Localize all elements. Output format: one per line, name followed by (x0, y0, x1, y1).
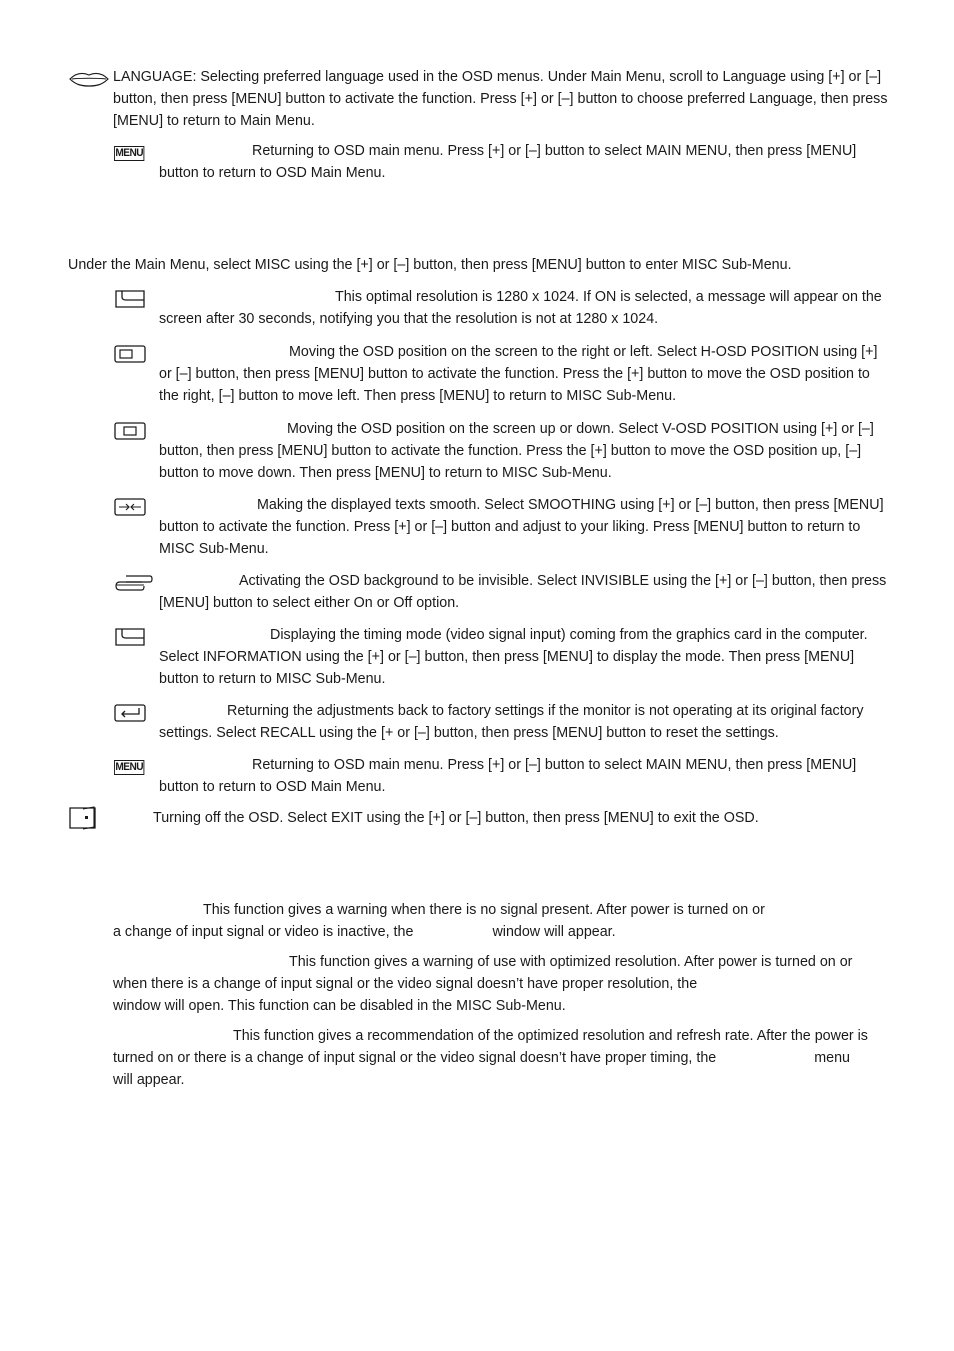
main-menu-item (159, 754, 889, 798)
exit-item: Turning off the OSD. Select EXIT using the [+] or [–] button, then press [MENU] to exit the OSD. (153, 810, 759, 826)
misc-intro: Under the Main Menu, select MISC using the [+] or [–] button, then press [MENU] button to enter MISC Sub-Menu. (68, 257, 792, 273)
misc-item-resolution-notice: This optimal resolution is 1280 x 1024. If ON is selected, a message will appear on the screen after 30 seconds, notifying you that the resolution is not at 1280 x 1024. (159, 289, 882, 327)
h-osd-position-icon (114, 345, 146, 363)
recall-icon (114, 704, 146, 722)
invisible-icon (114, 574, 154, 592)
language-description: LANGUAGE: Selecting preferred language used in the OSD menus. Under Main Menu, scroll to Language using [+] or [–] button, then press [MENU] button to activate the function. Press [+] or [–] button to choose preferred Language, then press [MENU] to return to Main Menu. (113, 69, 888, 129)
main-menu-description: Returning to OSD main menu. Press [+] or [–] button to select MAIN MENU, then press [MENU] button to return to OSD Main Menu. (159, 757, 857, 795)
main-menu-description: Returning to OSD main menu. Press [+] or [–] button to select MAIN MENU, then press [MENU] button to return to OSD Main Menu. (159, 143, 857, 181)
smoothing-icon (114, 498, 146, 516)
misc-item-invisible: Activating the OSD background to be invisible. Select INVISIBLE using the [+] or [–] button, then press [MENU] button to select either On or Off option. (159, 573, 887, 611)
v-osd-position-icon (114, 422, 146, 440)
language-item (113, 66, 888, 132)
information-icon (114, 628, 146, 646)
lips-icon (68, 70, 110, 88)
warning-recommendation: This function gives a recommendation of the optimized resolution and refresh rate. After the power is turned on or there is a change of input signal or the video signal doesn’t have proper timing, the menu will appear. (113, 1028, 868, 1088)
main-menu-item (159, 140, 889, 184)
warning-no-signal: This function gives a warning when there is no signal present. After power is turned on or a change of input signal or video is inactive, the window will appear. (113, 902, 765, 940)
menu-icon: MENU (115, 761, 143, 773)
menu-icon: MENU (115, 147, 143, 159)
resolution-notice-icon (114, 290, 146, 308)
misc-item-smoothing: Making the displayed texts smooth. Select SMOOTHING using [+] or [–] button, then press [MENU] button to activate the function. Press [+] or [–] button and adjust to your liking. Press [MENU] button to return to MISC Sub-Menu. (159, 497, 884, 557)
misc-item-h-osd-position: Moving the OSD position on the screen to the right or left. Select H-OSD POSITION using [+] or [–] button, then press [MENU] button to activate the function. Press the [+] button to move the OSD position to the right, [–] button to move left. Then press [MENU] to return to MISC Sub-Menu. (159, 344, 878, 404)
exit-icon (68, 806, 98, 830)
warning-resolution: This function gives a warning of use with optimized resolution. After power is turned on or when there is a change of input signal or the video signal doesn’t have proper resolution, the window will open. This function can be disabled in the MISC Sub-Menu. (113, 954, 853, 1014)
misc-item-information: Displaying the timing mode (video signal input) coming from the graphics card in the computer. Select INFORMATION using the [+] or [–] button, then press [MENU] to display the mode. Then press [MENU] button to return to MISC Sub-Menu. (159, 627, 868, 687)
misc-item-v-osd-position: Moving the OSD position on the screen up or down. Select V-OSD POSITION using [+] or [–] button, then press [MENU] button to activate the function. Press the [+] button to move the OSD position up, [–] button to move down. Then press [MENU] to return to MISC Sub-Menu. (159, 421, 874, 481)
misc-item-recall: Returning the adjustments back to factory settings if the monitor is not operating at its original factory settings. Select RECALL using the [+ or [–] button, then press [MENU] button to reset the settings. (159, 703, 864, 741)
